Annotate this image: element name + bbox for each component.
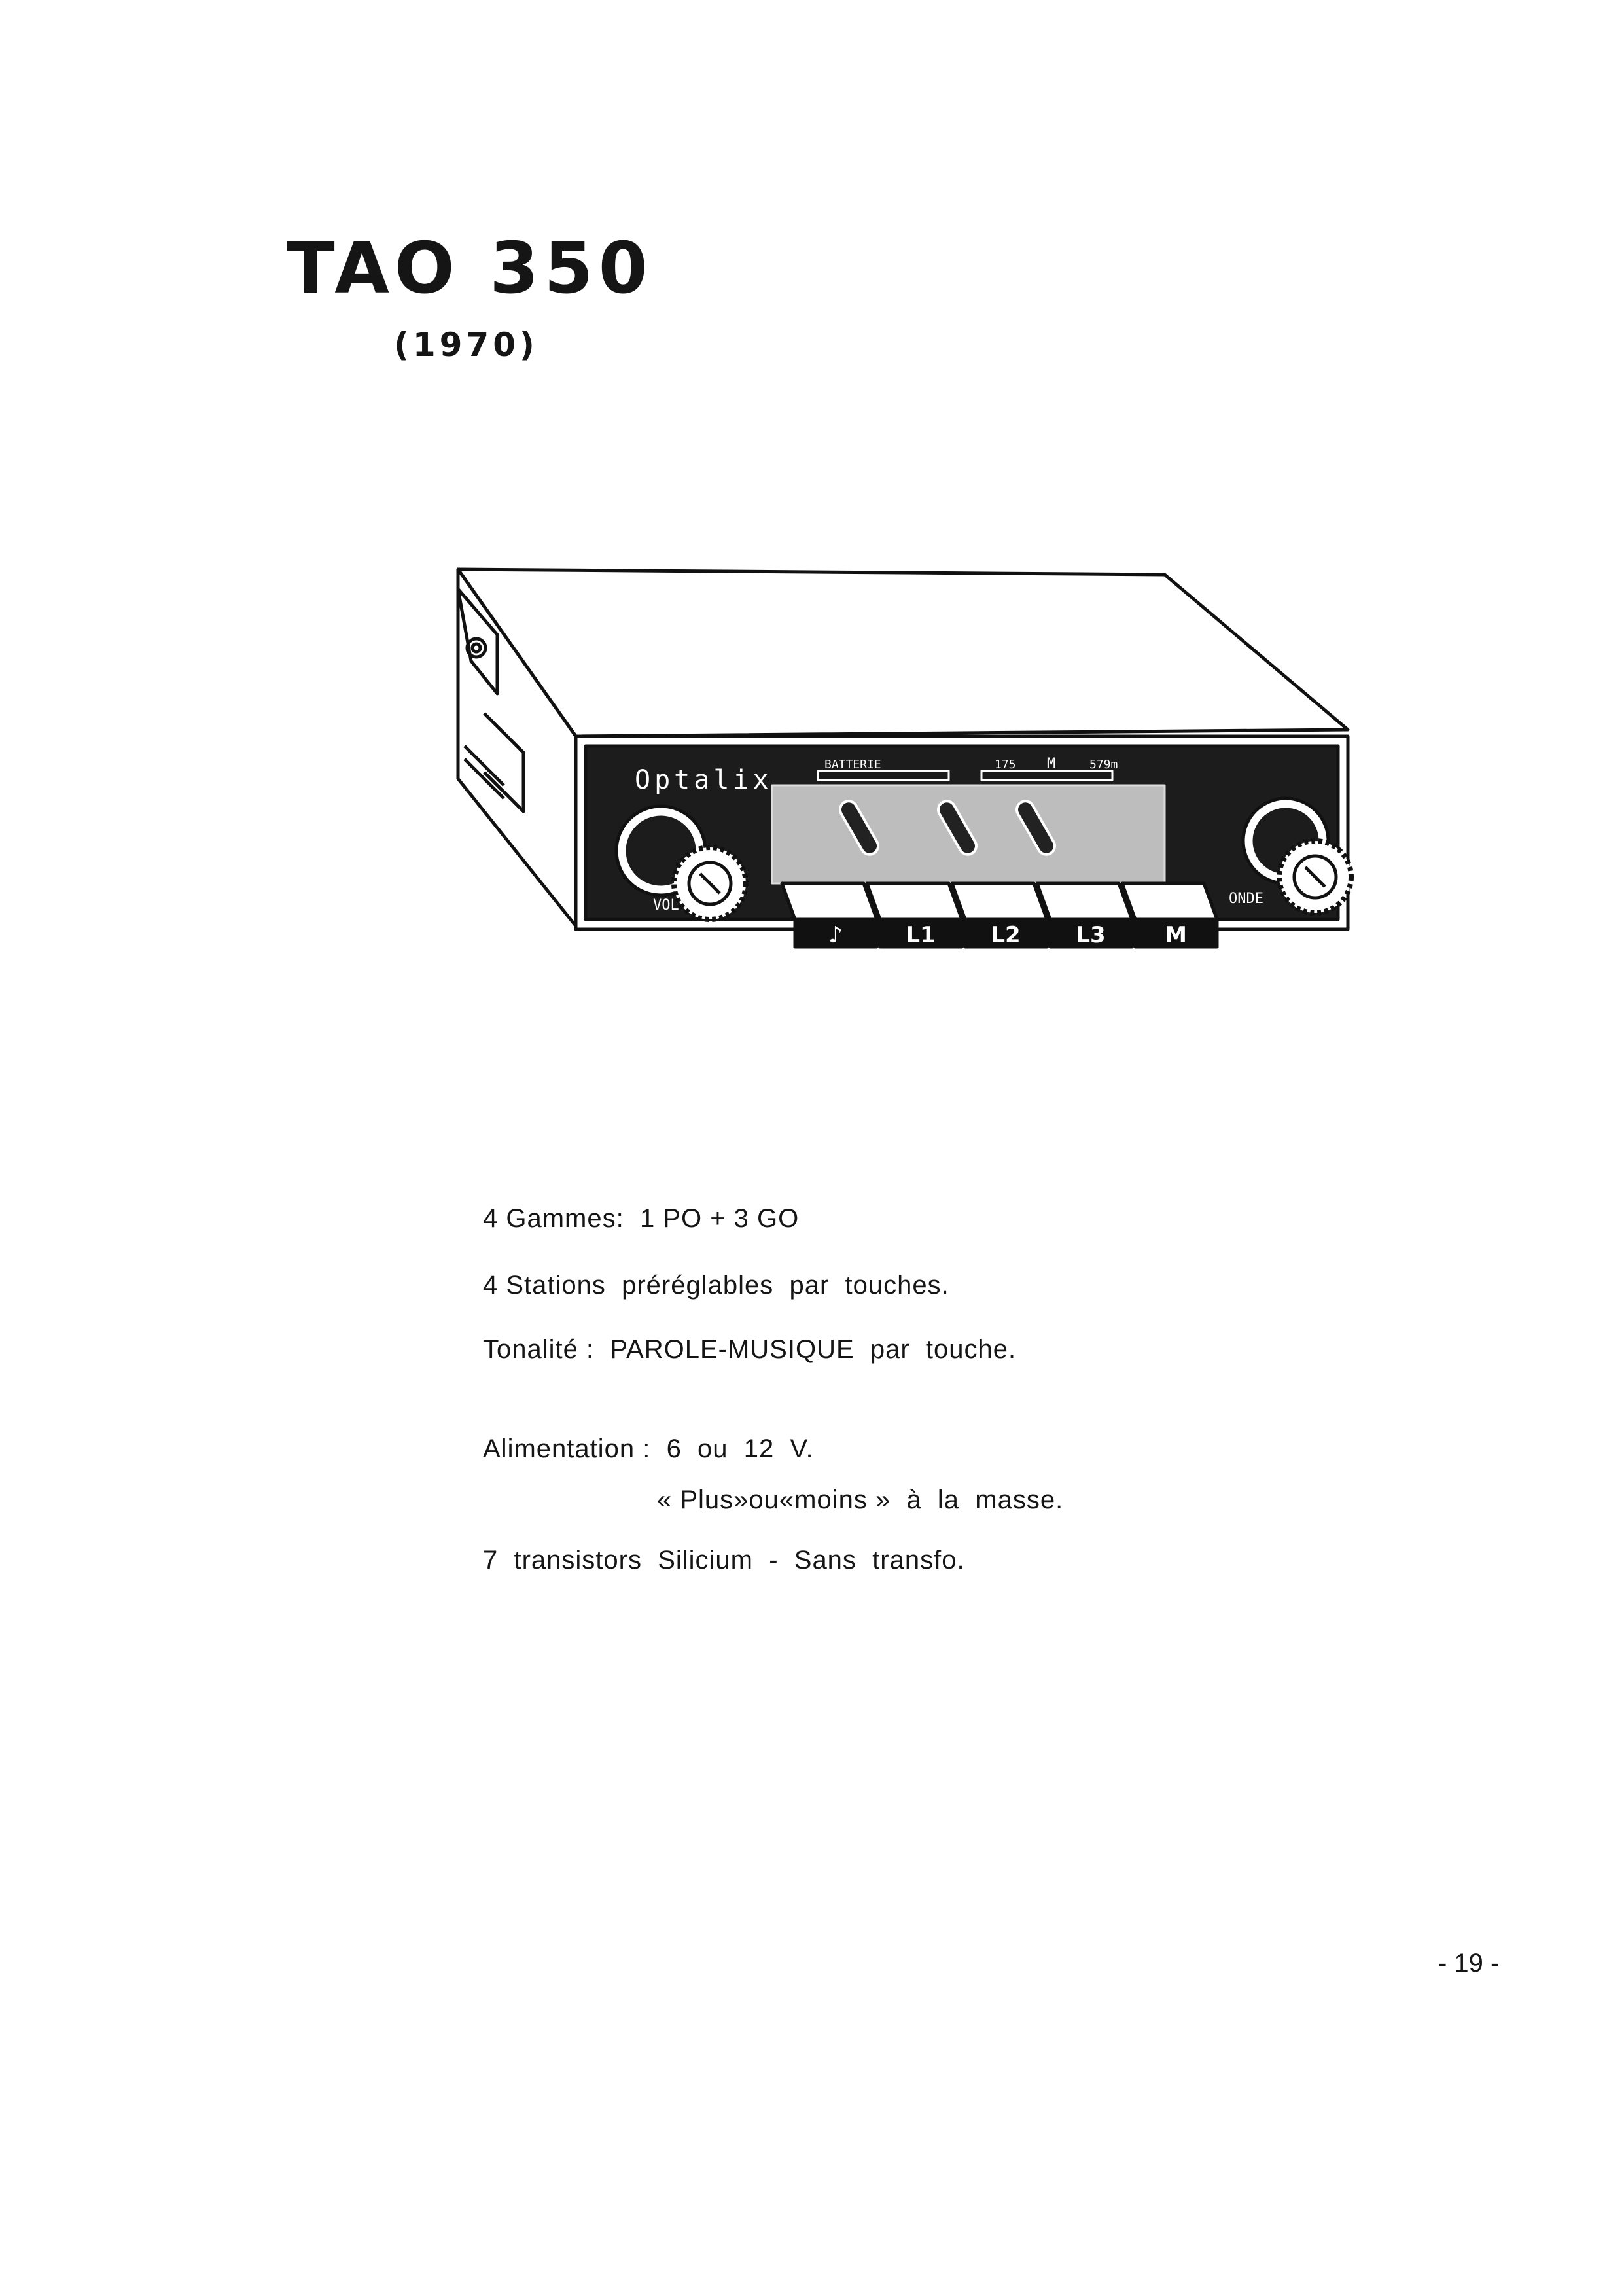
brand-label: Optalix	[635, 765, 773, 795]
music-button-label: ♪	[828, 922, 843, 948]
band-label: BATTERIE	[824, 758, 881, 772]
spec-ground: « Plus»ou«moins » à la masse.	[657, 1486, 1064, 1514]
page-subtitle-year: (1970)	[394, 326, 538, 364]
spec-presets: 4 Stations préréglables par touches.	[483, 1271, 949, 1300]
scale-left-label: 175	[995, 758, 1016, 772]
spec-transistors: 7 transistors Silicium - Sans transfo.	[483, 1546, 965, 1574]
volume-label: VOL	[653, 897, 679, 914]
spec-tone: Tonalité : PAROLE-MUSIQUE par touche.	[483, 1335, 1017, 1364]
l1-button-label: L1	[906, 922, 936, 948]
l2-button-label: L2	[991, 922, 1021, 948]
spec-power: Alimentation : 6 ou 12 V.	[483, 1434, 814, 1463]
scale-right-label: 579m	[1089, 758, 1118, 772]
band-knob-label: ONDE	[1229, 891, 1263, 907]
car-radio-illustration	[445, 563, 1387, 955]
l3-button-label: L3	[1076, 922, 1106, 948]
m-button-label: M	[1165, 922, 1187, 948]
page-number: - 19 -	[1438, 1949, 1500, 1978]
spec-bands: 4 Gammes: 1 PO + 3 GO	[483, 1204, 800, 1233]
scale-mid-label: M	[1047, 756, 1056, 772]
page-title: TAO 350	[287, 228, 653, 310]
